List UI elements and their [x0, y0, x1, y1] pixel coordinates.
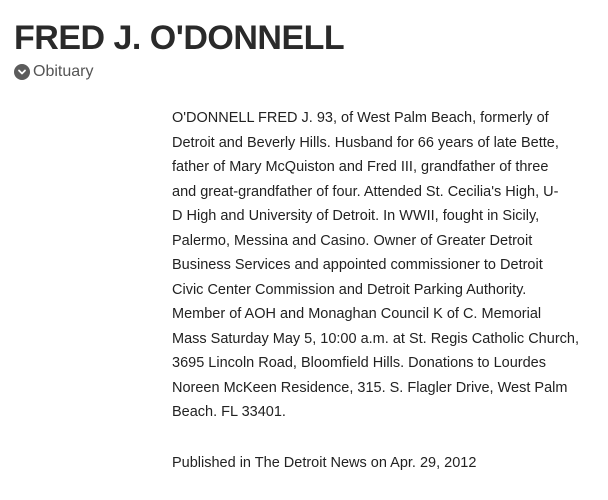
obituary-line: father of Mary McQuiston and Fred III, grandfather of three: [172, 159, 549, 175]
obituary-line: Civic Center Commission and Detroit Parking Authority.: [172, 281, 527, 298]
obituary-line: 3695 Lincoln Road, Bloomfield Hills. Donations to Lourdes: [172, 355, 546, 371]
obituary-line: Palermo, Messina and Casino. Owner of Greater Detroit: [172, 232, 533, 249]
obituary-section-toggle[interactable]: [14, 62, 93, 82]
obituary-line: Mass Saturday May 5, 10:00 a.m. at St. Regis Catholic Church,: [172, 330, 579, 347]
chevron-down-icon[interactable]: [14, 64, 30, 80]
obituary-line: Detroit and Beverly Hills. Husband for 66 years of late Bette,: [172, 134, 559, 151]
obituary-line: Beach. FL 33401.: [172, 404, 286, 420]
obituary-line: and great-grandfather of four. Attended St. Cecilia's High, U-: [172, 183, 559, 200]
obituary-line: Business Services and appointed commissioner to Detroit: [172, 257, 543, 273]
obituary-line: Member of AOH and Monaghan Council K of C. Memorial: [172, 306, 542, 322]
published-info: Published in The Detroit News on Apr. 29, 2012: [172, 455, 477, 471]
obituary-line: O'DONNELL FRED J. 93, of West Palm Beach, formerly of: [172, 110, 549, 126]
obituary-text: [172, 106, 592, 425]
page-title: FRED J. O'DONNELL: [14, 19, 345, 57]
section-label[interactable]: Obituary: [33, 63, 94, 80]
obituary-line: D High and University of Detroit. In WWII, fought in Sicily,: [172, 208, 540, 224]
obituary-line: Noreen McKeen Residence, 315. S. Flagler Drive, West Palm: [172, 379, 568, 396]
